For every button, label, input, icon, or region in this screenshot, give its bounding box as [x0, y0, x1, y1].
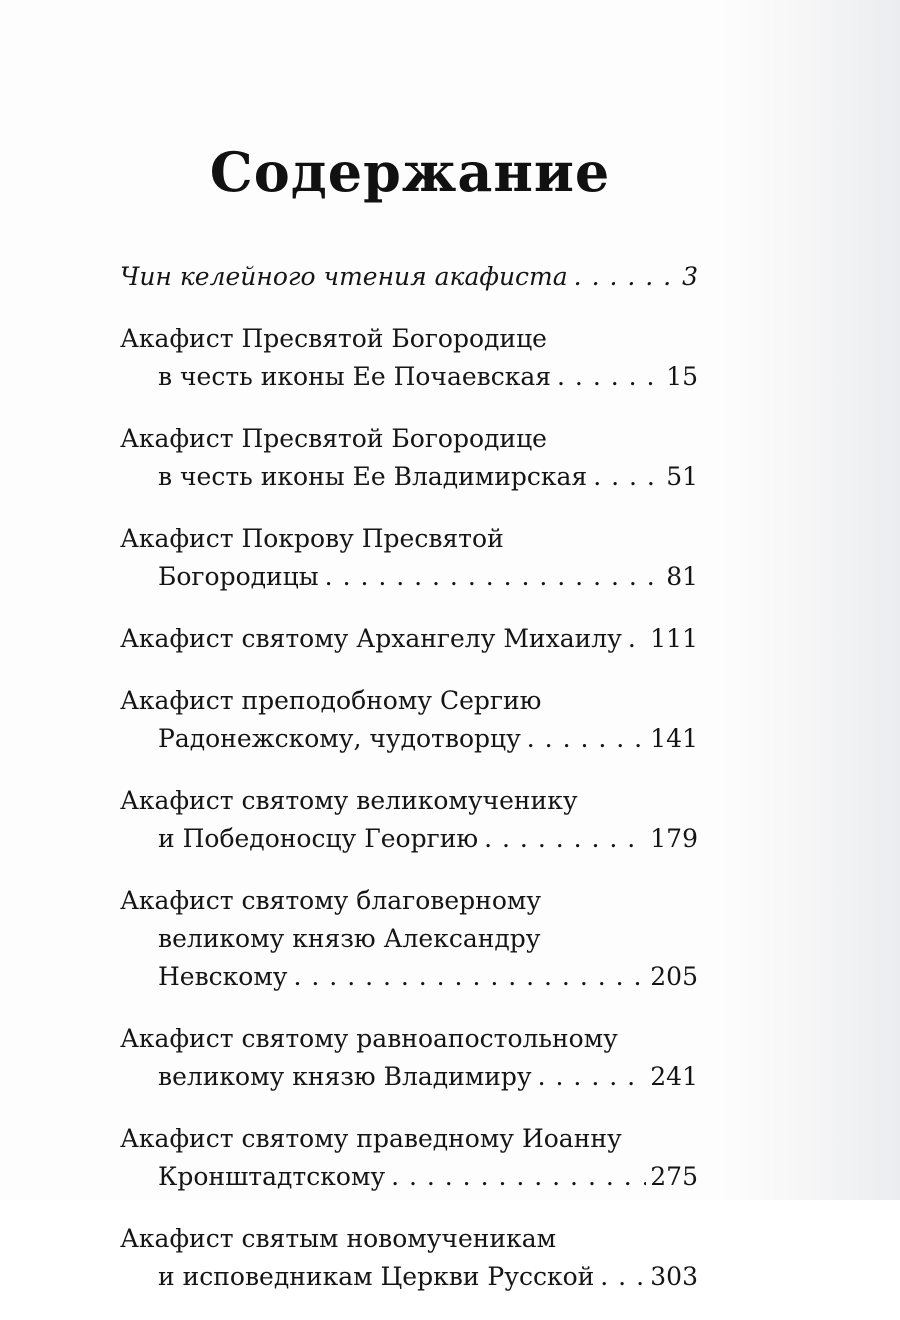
toc-entry-last-line [120, 958, 698, 996]
table-of-contents [120, 258, 698, 1320]
toc-entry-last-line [120, 620, 698, 658]
toc-entry-text: Акафист святому благоверному [120, 886, 542, 915]
toc-page-number: 3 [682, 262, 698, 291]
toc-entry-last-line [120, 558, 698, 596]
toc-entry-text: Акафист святому Архангелу Михаилу [120, 624, 622, 653]
toc-page-number: 15 [666, 362, 698, 391]
toc-entry-last-line [120, 1058, 698, 1096]
toc-entry-text: Акафист Пресвятой Богородице [120, 324, 547, 353]
toc-entry-text: великому князю Александру [158, 924, 541, 953]
toc-entry-text: Акафист Пресвятой Богородице [120, 424, 547, 453]
toc-entry-text: Акафист святому равноапостольному [120, 1024, 618, 1053]
toc-page-number: 81 [666, 562, 698, 591]
leader-dots [391, 1158, 646, 1196]
leader-dots [527, 720, 647, 758]
toc-page-number: 111 [650, 624, 698, 653]
toc-entry-text: в честь иконы Ее Почаевская [158, 362, 552, 391]
toc-entry-text: Акафист Покрову Пресвятой [120, 524, 504, 553]
toc-entry-last-line [120, 720, 698, 758]
toc-entry-last-line [120, 1158, 698, 1196]
toc-page-number: 179 [650, 824, 698, 853]
toc-entry-text: Богородицы [158, 562, 319, 591]
toc-entry [120, 882, 698, 996]
toc-page-number: 303 [650, 1262, 698, 1291]
toc-page-number: 51 [666, 462, 698, 491]
leader-dots [557, 358, 662, 396]
leader-dots [600, 1258, 646, 1296]
toc-page-number: 141 [650, 724, 698, 753]
leader-dots [628, 620, 646, 658]
toc-page-number: 205 [650, 962, 698, 991]
toc-entry [120, 782, 698, 858]
toc-page-number: 275 [650, 1162, 698, 1191]
toc-entry [120, 258, 698, 296]
toc-entry [120, 1220, 698, 1296]
toc-entry-text: Радонежскому, чудотворцу [158, 724, 521, 753]
toc-entry [120, 1120, 698, 1196]
toc-entry-text: Невскому [158, 962, 288, 991]
toc-entry-last-line [120, 820, 698, 858]
toc-entry-text: в честь иконы Ее Владимирская [158, 462, 588, 491]
toc-entry-last-line [120, 458, 698, 496]
toc-entry-last-line [120, 1258, 698, 1296]
page-title: Содержание [209, 140, 611, 204]
toc-entry-text: Акафист преподобному Сергию [120, 686, 542, 715]
toc-entry [120, 682, 698, 758]
toc-entry-text: Акафист святому праведному Иоанну [120, 1124, 622, 1153]
toc-entry [120, 1020, 698, 1096]
toc-entry-text: Чин келейного чтения акафиста [120, 262, 568, 291]
toc-entry-text: и исповедникам Церкви Русской [158, 1262, 595, 1291]
toc-entry-text: великому князю Владимиру [158, 1062, 532, 1091]
toc-entry-text: Кронштадтскому [158, 1162, 386, 1191]
leader-dots [484, 820, 646, 858]
toc-page-number: 241 [650, 1062, 698, 1091]
leader-dots [593, 458, 662, 496]
toc-entry-last-line [120, 258, 698, 296]
toc-entry-text: Акафист святому великомученику [120, 786, 578, 815]
toc-entry [120, 320, 698, 396]
toc-entry-last-line [120, 358, 698, 396]
toc-entry-text: Акафист святым новомученикам [120, 1224, 557, 1253]
leader-dots [538, 1058, 647, 1096]
toc-entry [120, 420, 698, 496]
toc-entry [120, 620, 698, 658]
leader-dots [325, 558, 663, 596]
toc-entry-text: и Победоносцу Георгию [158, 824, 479, 853]
toc-entry [120, 520, 698, 596]
leader-dots [574, 258, 678, 296]
leader-dots [294, 958, 647, 996]
